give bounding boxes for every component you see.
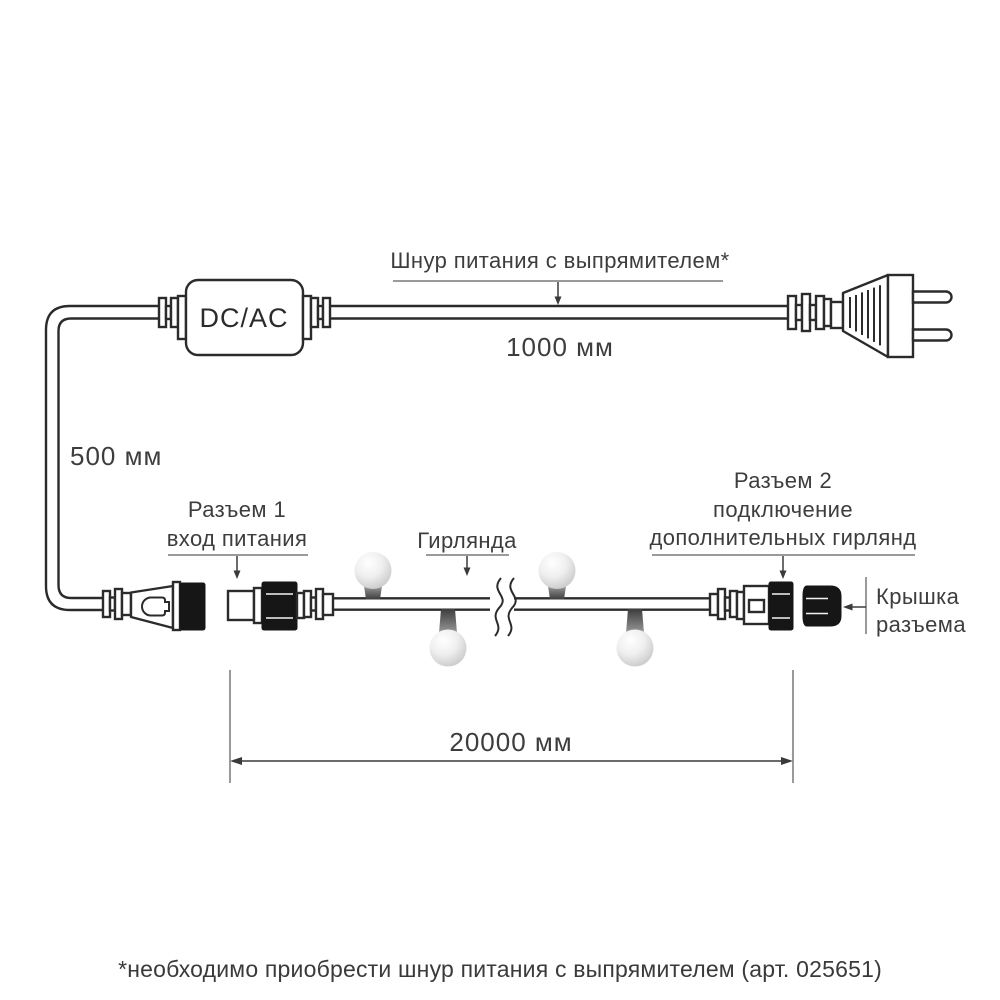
plug-face: [888, 275, 913, 357]
strain-relief-icon: [159, 298, 178, 327]
cable-break-icon: [495, 578, 516, 636]
box-right-tab: [303, 296, 311, 339]
strain-relief-icon: [304, 589, 323, 619]
arrow-left-icon: [843, 604, 853, 611]
garland-callout: [417, 528, 517, 576]
footnote: *необходимо приобрести шнур питания с выпрямителем (арт. 025651): [118, 956, 882, 982]
bulb: [539, 552, 576, 600]
arrow-down-icon: [780, 571, 787, 580]
connector2-output: [710, 582, 793, 630]
connector2-label-line2: подключение: [713, 497, 853, 522]
dcac-label: DC/AC: [199, 303, 289, 333]
power-cord-callout: [390, 248, 729, 305]
connector1-label-line1: Разъем 1: [187, 497, 287, 522]
arrow-down-icon: [555, 297, 562, 306]
power-cord-label: Шнур питания с выпрямителем*: [390, 248, 730, 273]
connector1-label-line2: вход питания: [166, 526, 308, 551]
plug-prong-top: [913, 292, 952, 303]
strain-relief-icon: [103, 589, 122, 619]
plug-prong-bottom: [913, 330, 952, 341]
cap-label-line1: Крышка: [876, 584, 960, 609]
arrow-left-icon: [230, 757, 242, 765]
mains-plug: [788, 275, 952, 357]
connector1-socket-profile: [142, 598, 169, 616]
cap-callout: [843, 577, 966, 637]
connector2-label-line3: дополнительных гирлянд: [649, 525, 917, 550]
arrow-down-icon: [234, 571, 241, 580]
connector1-callout: [167, 497, 308, 579]
dcac-converter: [159, 280, 330, 355]
bulb: [355, 552, 392, 600]
lead-length: 500 мм: [70, 441, 163, 471]
connector2-pin-slot: [749, 600, 764, 612]
connector1-male: [103, 582, 205, 630]
garland-cable: [333, 598, 710, 609]
cap-label-line2: разъема: [876, 612, 966, 637]
arrow-down-icon: [464, 568, 471, 577]
garland-label: Гирлянда: [417, 528, 517, 553]
garland-input-connector: [228, 582, 333, 630]
bulb: [617, 609, 654, 667]
bulb: [430, 609, 467, 667]
strain-relief-icon: [311, 298, 330, 327]
connector2-collar: [769, 582, 793, 630]
connector2-label-line1: Разъем 2: [733, 468, 833, 493]
power-cord-length: 1000 мм: [506, 332, 614, 362]
strain-relief-icon: [718, 589, 737, 619]
garland-plug-pin: [228, 591, 254, 620]
strain-relief-icon: [788, 294, 831, 331]
connector1-nut: [180, 583, 205, 630]
arrow-right-icon: [781, 757, 793, 765]
connector2-callout: [649, 468, 916, 579]
garland-length-dimension: [230, 670, 793, 783]
garland-input-nut: [262, 582, 297, 630]
connector-cap: [803, 586, 841, 626]
power-cord: [330, 306, 788, 319]
plug-neck: [831, 302, 843, 328]
garland-length: 20000 мм: [449, 727, 573, 757]
